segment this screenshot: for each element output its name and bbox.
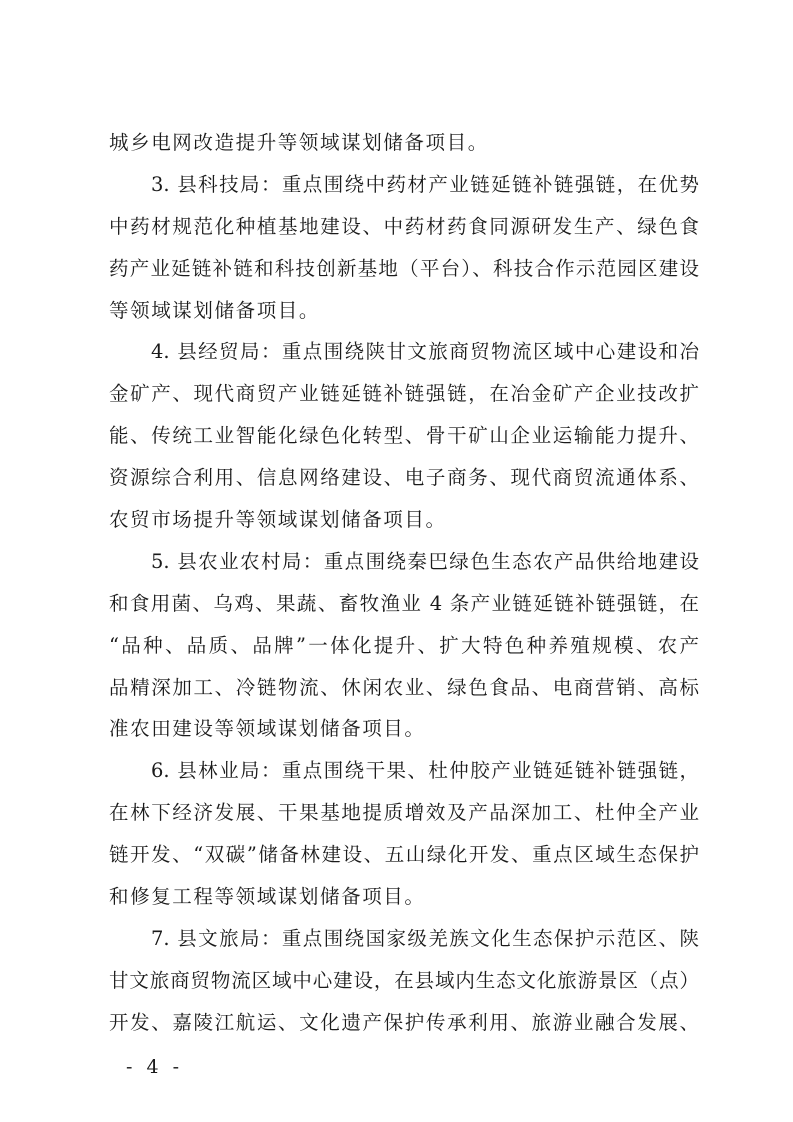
text-line: 药产业延链补链和科技创新基地（平台）、科技合作示范园区建设 <box>109 256 699 280</box>
text-line: 等领域谋划储备项目。 <box>109 298 321 322</box>
text-line: 农贸市场提升等领域谋划储备项目。 <box>109 508 447 532</box>
text-line: 开发、嘉陵江航运、文化遗产保护传承利用、旅游业融合发展、 <box>109 1010 699 1034</box>
text-line: 和食用菌、乌鸡、果蔬、畜牧渔业 4 条产业链延链补链强链，在 <box>109 591 699 615</box>
text-line: 链开发、“双碳”储备林建设、五山绿化开发、重点区域生态保护 <box>109 843 699 867</box>
text-line: 在林下经济发展、干果基地提质增效及产品深加工、杜仲全产业 <box>109 801 699 825</box>
text-line: 金矿产、现代商贸产业链延链补链强链，在冶金矿产企业技改扩 <box>109 382 699 406</box>
text-line: 中药材规范化种植基地建设、中药材药食同源研发生产、绿色食 <box>109 214 699 238</box>
text-line: 资源综合利用、信息网络建设、电子商务、现代商贸流通体系、 <box>109 466 699 490</box>
paragraph-heading-line: 6. 县林业局：重点围绕干果、杜仲胶产业链延链补链强链， <box>151 759 699 783</box>
paragraph-heading-line: 4. 县经贸局：重点围绕陕甘文旅商贸物流区域中心建设和冶 <box>151 340 699 364</box>
text-line: 品精深加工、冷链物流、休闲农业、绿色食品、电商营销、高标 <box>109 675 699 699</box>
text-line: “品种、品质、品牌”一体化提升、扩大特色种养殖规模、农产 <box>109 633 699 657</box>
paragraph-heading-line: 5. 县农业农村局：重点围绕秦巴绿色生态农产品供给地建设 <box>151 549 699 573</box>
text-line: 准农田建设等领域谋划储备项目。 <box>109 717 426 741</box>
document-body <box>109 122 699 1044</box>
paragraph-heading-line: 7. 县文旅局：重点围绕国家级羌族文化生态保护示范区、陕 <box>151 926 699 950</box>
text-line: 城乡电网改造提升等领域谋划储备项目。 <box>109 131 489 154</box>
page-number: - 4 - <box>126 1056 184 1078</box>
text-line: 甘文旅商贸物流区域中心建设，在县域内生态文化旅游景区（点） <box>109 968 699 992</box>
paragraph-heading-line: 3. 县科技局：重点围绕中药材产业链延链补链强链，在优势 <box>151 172 699 196</box>
text-line: 能、传统工业智能化绿色化转型、骨干矿山企业运输能力提升、 <box>109 424 699 448</box>
text-line: 和修复工程等领域谋划储备项目。 <box>109 885 426 909</box>
